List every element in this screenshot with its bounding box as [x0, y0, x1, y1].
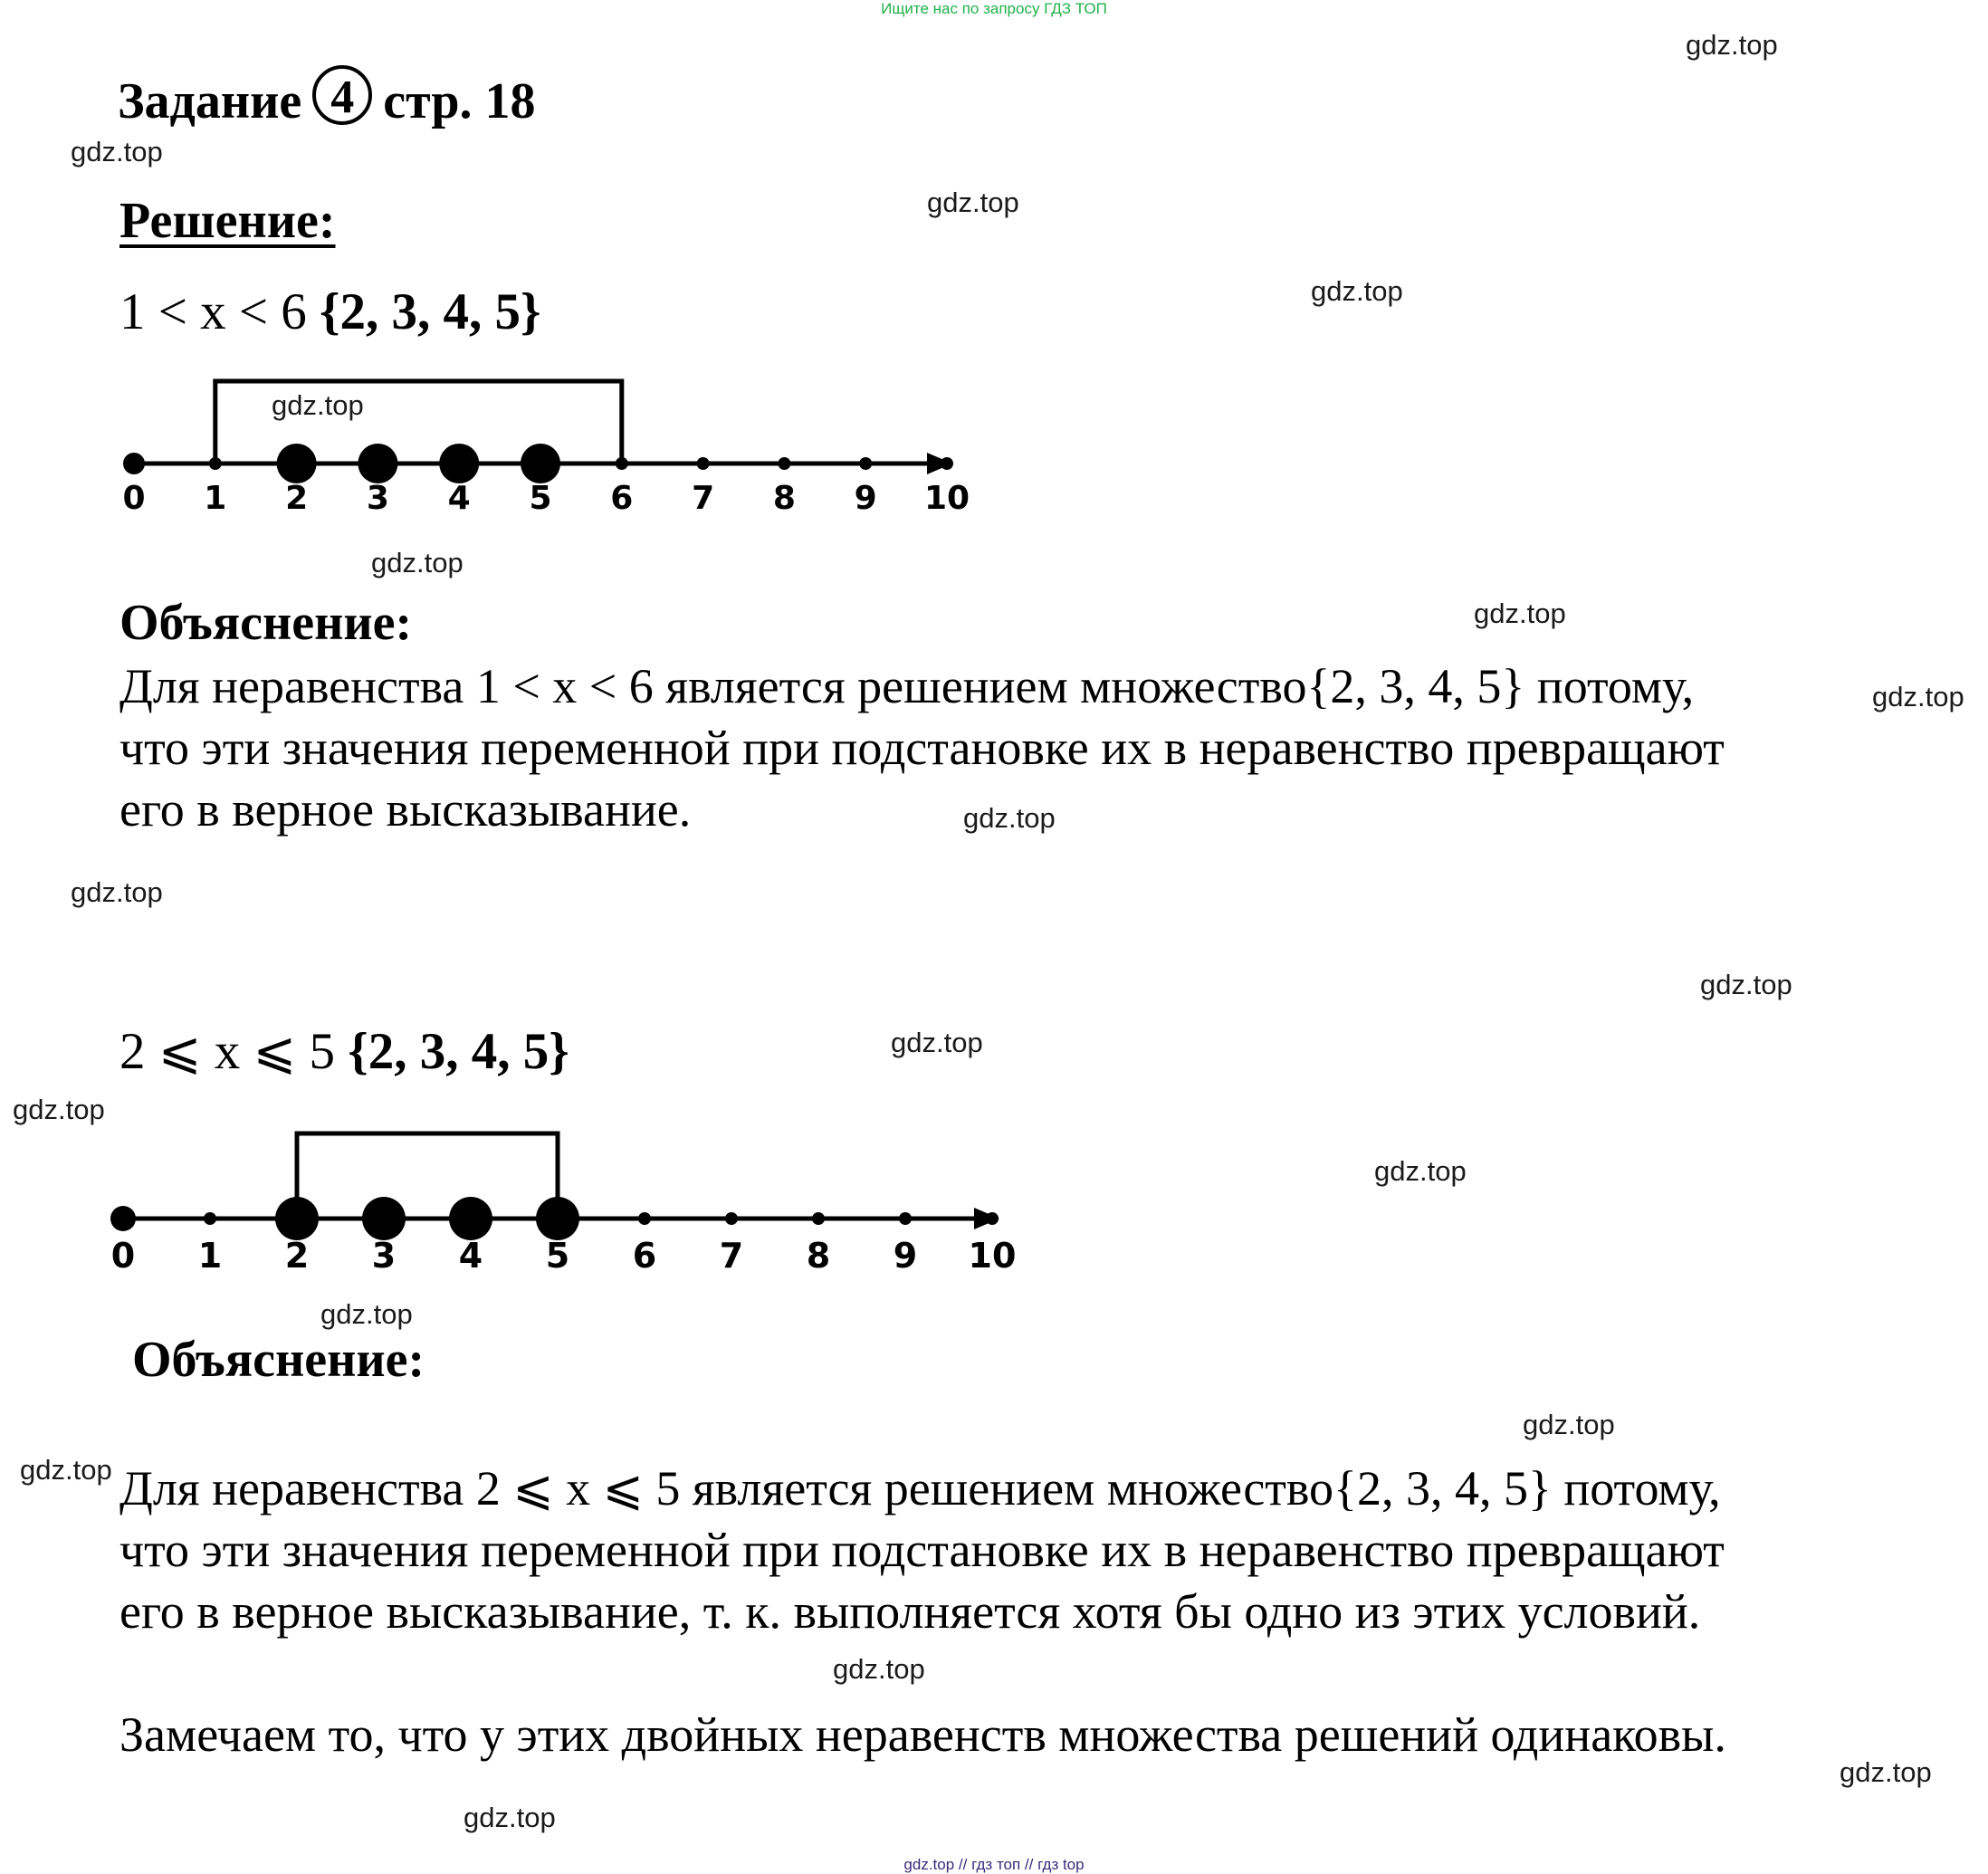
inequality-1-expression: 1 < x < 6 — [119, 283, 307, 340]
tick-point — [812, 1212, 825, 1225]
tick-label: 10 — [968, 1236, 1017, 1276]
tick-label: 4 — [458, 1236, 483, 1276]
tick-label: 9 — [893, 1236, 918, 1276]
inequality-2-set: {2, 3, 4, 5} — [348, 1023, 569, 1080]
solution-point — [275, 1197, 319, 1240]
explanation-2-line: что эти значения переменной при подстановке их в неравенство превращают — [119, 1523, 1725, 1577]
explanation-heading-2: Объяснение: — [132, 1332, 425, 1388]
tick-label: 2 — [285, 480, 309, 517]
watermark: gdz.top — [71, 876, 163, 908]
watermark: gdz.top — [1700, 969, 1792, 1000]
tick-label: 6 — [610, 480, 634, 517]
watermark: gdz.top — [272, 389, 364, 421]
tick-label: 8 — [806, 1236, 831, 1276]
watermark: gdz.top — [963, 802, 1056, 834]
watermark: gdz.top — [371, 547, 464, 578]
tick-label: 5 — [545, 1236, 570, 1276]
inequality-1-set: {2, 3, 4, 5} — [320, 283, 541, 340]
tick-point — [986, 1212, 999, 1225]
conclusion-text: Замечаем то, что у этих двойных неравенств множества решений одинаковы. — [119, 1707, 1726, 1762]
tick-point — [899, 1212, 912, 1225]
tick-label: 0 — [110, 1236, 136, 1276]
explanation-2-line: его в верное высказывание, т. к. выполняется хотя бы одно из этих условий. — [119, 1584, 1701, 1639]
tick-label: 7 — [692, 480, 715, 517]
watermark: gdz.top — [1474, 598, 1566, 629]
tick-point — [204, 1212, 216, 1225]
explanation-2-line: Для неравенства 2 ⩽ x ⩽ 5 является решением множество{2, 3, 4, 5} потому, — [119, 1461, 1721, 1515]
tick-label: 4 — [447, 480, 471, 517]
top-banner[interactable]: Ищите нас по запросу ГДЗ ТОП — [881, 0, 1107, 17]
tick-label: 3 — [366, 480, 389, 517]
solution-point — [449, 1197, 492, 1240]
title-suffix: стр. 18 — [383, 73, 536, 129]
tick-label: 9 — [854, 480, 877, 517]
explanation-1-line: Для неравенства 1 < x < 6 является решением множество{2, 3, 4, 5} потому, — [119, 659, 1695, 713]
tick-label: 6 — [632, 1236, 657, 1276]
watermark: gdz.top — [833, 1653, 925, 1685]
tick-label: 0 — [122, 480, 146, 517]
tick-label: 5 — [529, 480, 552, 517]
task-number-circle: 4 — [312, 65, 372, 125]
watermark: gdz.top — [13, 1094, 105, 1125]
watermark: gdz.top — [1686, 29, 1778, 61]
watermark: gdz.top — [320, 1298, 413, 1330]
watermark: gdz.top — [1311, 275, 1403, 307]
watermark: gdz.top — [1872, 681, 1964, 712]
inequality-2-expression: 2 ⩽ x ⩽ 5 — [119, 1023, 336, 1080]
watermark: gdz.top — [71, 136, 163, 167]
tick-point — [110, 1206, 136, 1231]
solution-point — [362, 1197, 406, 1240]
solution-point — [536, 1197, 579, 1240]
watermark: gdz.top — [1374, 1155, 1467, 1187]
watermark: gdz.top — [1840, 1756, 1932, 1788]
tick-label: 1 — [204, 480, 227, 517]
watermark: gdz.top — [927, 186, 1019, 218]
watermark: gdz.top — [20, 1454, 112, 1486]
bottom-banner[interactable]: gdz.top // гдз топ // гдз top — [903, 1856, 1085, 1873]
tick-point — [638, 1212, 651, 1225]
watermark: gdz.top — [1523, 1409, 1615, 1440]
watermark: gdz.top — [891, 1027, 983, 1058]
explanation-text-2 — [119, 1458, 1725, 1642]
title-prefix: Задание — [118, 73, 302, 129]
explanation-heading-1: Объяснение: — [119, 595, 413, 651]
interval-bracket — [297, 1133, 558, 1219]
explanation-1-line: его в верное высказывание. — [119, 782, 692, 837]
tick-label: 10 — [923, 480, 970, 517]
watermark: gdz.top — [464, 1802, 556, 1833]
tick-label: 7 — [719, 1236, 744, 1276]
tick-label: 1 — [197, 1236, 223, 1276]
tick-label: 3 — [371, 1236, 397, 1276]
explanation-1-line: что эти значения переменной при подстановке их в неравенство превращают — [119, 721, 1725, 775]
tick-label: 8 — [772, 480, 796, 517]
tick-label: 2 — [284, 1236, 310, 1276]
solution-heading: Решение: — [119, 193, 336, 249]
tick-point — [725, 1212, 738, 1225]
